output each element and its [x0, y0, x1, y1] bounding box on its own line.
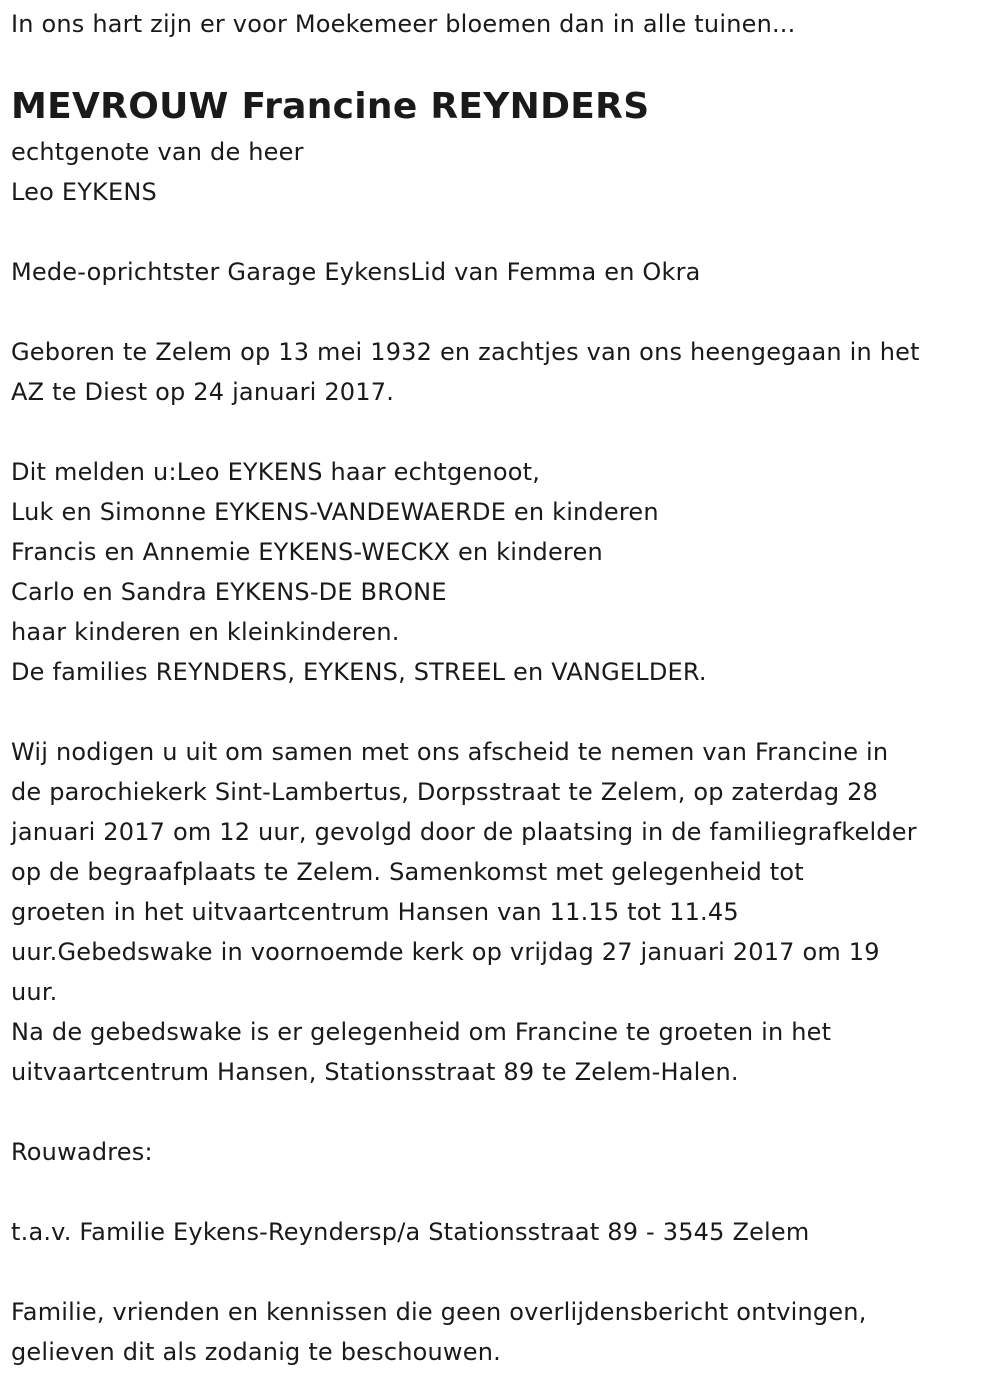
- invitation-paragraph: [11, 732, 991, 1092]
- paragraph-line: groeten in het uitvaartcentrum Hansen van 11.15 tot 11.45: [11, 898, 739, 926]
- spouse-line-2: Leo EYKENS: [11, 178, 157, 206]
- paragraph-line: Dit melden u:Leo EYKENS haar echtgenoot,: [11, 458, 541, 486]
- deceased-name-title: MEVROUW Francine REYNDERS: [11, 86, 650, 127]
- paragraph-line: Francis en Annemie EYKENS-WECKX en kinderen: [11, 538, 603, 566]
- paragraph-line: uur.Gebedswake in voornoemde kerk op vrijdag 27 januari 2017 om 19: [11, 938, 880, 966]
- paragraph-line: De families REYNDERS, EYKENS, STREEL en VANGELDER.: [11, 658, 707, 686]
- spacer: [11, 292, 991, 332]
- birth-death-paragraph: [11, 332, 991, 412]
- paragraph-line: Wij nodigen u uit om samen met ons afscheid te nemen van Francine in: [11, 738, 889, 766]
- roles-line: Mede-oprichtster Garage EykensLid van Femma en Okra: [11, 258, 701, 286]
- paragraph-line: de parochiekerk Sint-Lambertus, Dorpsstraat te Zelem, op zaterdag 28: [11, 778, 879, 806]
- paragraph-line: uitvaartcentrum Hansen, Stationsstraat 89 te Zelem-Halen.: [11, 1058, 739, 1086]
- paragraph-line: Familie, vrienden en kennissen die geen overlijdensbericht ontvingen,: [11, 1298, 867, 1326]
- paragraph-line: Luk en Simonne EYKENS-VANDEWAERDE en kinderen: [11, 498, 659, 526]
- paragraph-line: Na de gebedswake is er gelegenheid om Francine te groeten in het: [11, 1018, 832, 1046]
- paragraph-line: AZ te Diest op 24 januari 2017.: [11, 378, 395, 406]
- address-line: t.a.v. Familie Eykens-Reyndersp/a Stationsstraat 89 - 3545 Zelem: [11, 1218, 810, 1246]
- paragraph-line: januari 2017 om 12 uur, gevolgd door de plaatsing in de familiegrafkelder: [11, 818, 917, 846]
- paragraph-line: gelieven dit als zodanig te beschouwen.: [11, 1338, 501, 1366]
- spacer: [11, 212, 991, 252]
- spacer: [11, 44, 991, 80]
- spouse-line-1: echtgenote van de heer: [11, 138, 304, 166]
- obituary-notice: [11, 4, 991, 1372]
- spacer: [11, 692, 991, 732]
- closing-paragraph: [11, 1292, 991, 1372]
- intro-quote: In ons hart zijn er voor Moekemeer bloemen dan in alle tuinen...: [11, 10, 796, 38]
- paragraph-line: Carlo en Sandra EYKENS-DE BRONE: [11, 578, 447, 606]
- paragraph-line: op de begraafplaats te Zelem. Samenkomst met gelegenheid tot: [11, 858, 804, 886]
- address-label: Rouwadres:: [11, 1138, 153, 1166]
- paragraph-line: haar kinderen en kleinkinderen.: [11, 618, 400, 646]
- spacer: [11, 412, 991, 452]
- spacer: [11, 1252, 991, 1292]
- spacer: [11, 1092, 991, 1132]
- paragraph-line: uur.: [11, 978, 58, 1006]
- paragraph-line: Geboren te Zelem op 13 mei 1932 en zachtjes van ons heengegaan in het: [11, 338, 920, 366]
- spacer: [11, 1172, 991, 1212]
- announcers-paragraph: [11, 452, 991, 692]
